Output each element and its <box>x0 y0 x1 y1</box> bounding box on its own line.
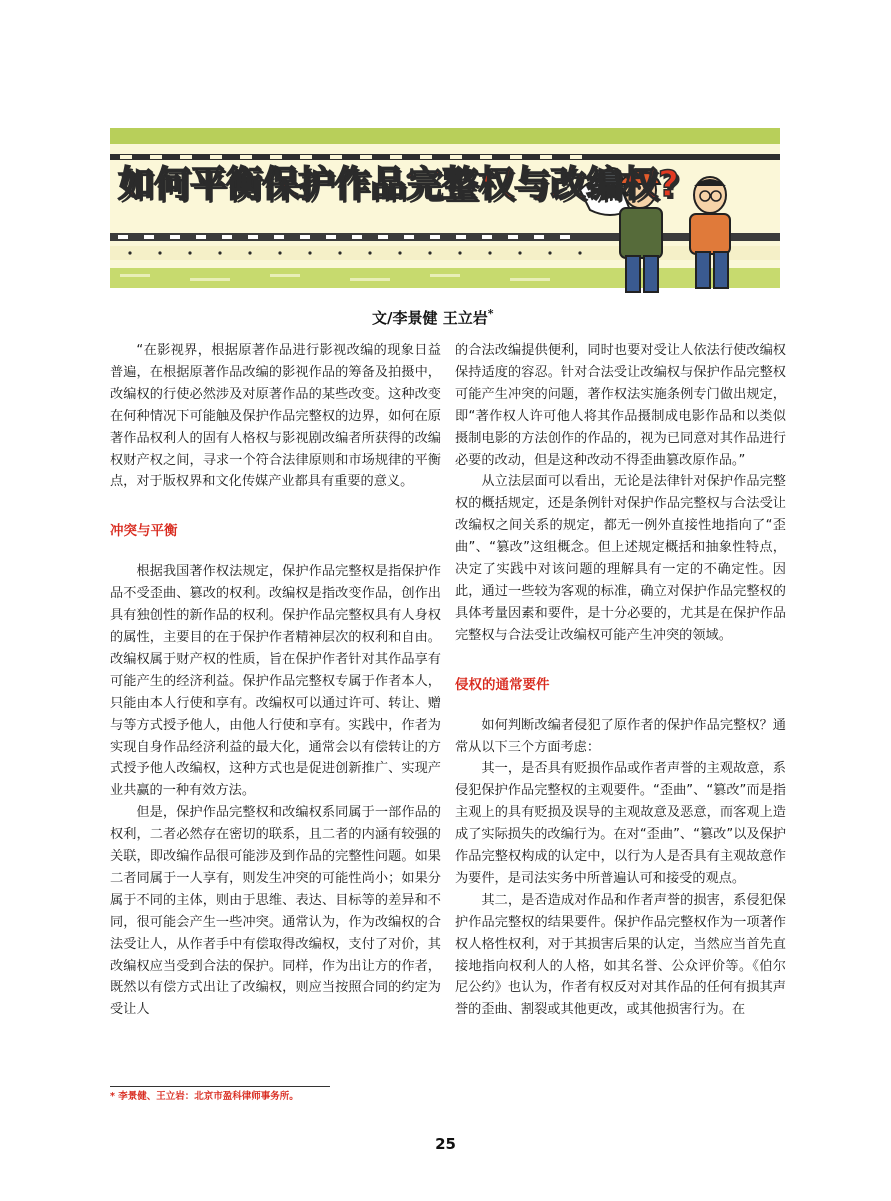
body-paragraph: 从立法层面可以看出，无论是法律针对保护作品完整权的概括规定，还是条例针对保护作品完整权与合法受让改编权之间关系的规定，都无一例外直接性地指向了“歪曲”、“篡改”这组概念。但上述规定概括和抽象性特点，决定了实践中对该问题的理解具有一定的不确定性。因此，通过一些较为客观的标准，确立对保护作品完整权的具体考量因素和要件，是十分必要的，尤其是在保护作品完整权与合法受让改编权可能产生冲突的领域。 <box>455 474 786 643</box>
page-number: 25 <box>435 1135 456 1153</box>
left-column <box>110 340 441 1021</box>
body-paragraph: 如何判断改编者侵犯了原作者的保护作品完整权？通常从以下三个方面考虑： <box>455 717 786 755</box>
intro-paragraph: “在影视界，根据原著作品进行影视改编的现象日益普遍，在根据原著作品改编的影视作品的筹备及拍摄中，改编权的行使必然涉及对原著作品的某些改变。这种改变在何种情况下可能触及保护作品完整权的边界，如何在原著作品权利人的固有人格权与影视剧改编者所获得的改编权财产权之间，寻求一个符合法律原则和市场规律的平衡点，对于版权界和文化传媒产业都具有重要的意义。 <box>110 343 441 490</box>
byline-authors: 文/李景健 王立岩 <box>372 309 488 327</box>
section-heading-infringement: 侵权的通常要件 <box>455 676 550 693</box>
body-paragraph: 但是，保护作品完整权和改编权系同属于一部作品的权利，二者必然存在密切的联系，且二者的内涵有较强的关联，即改编作品很可能涉及到作品的完整性问题。如果二者同属于一人享有，则发生冲突的可能性尚小；如果分属于不同的主体，则由于思维、表达、目标等的差异和不同，很可能会产生一些冲突。通常认为，作为改编权的合法受让人，从作者手中有偿取得改编权，支付了对价，其改编权应当受到合法的保护。同样，作为出让方的作者，既然以有偿方式出让了改编权，则应当按照合同的约定为受让人 <box>110 805 441 1018</box>
footnote-divider <box>110 1086 330 1087</box>
byline-footnote-mark: * <box>487 307 494 320</box>
byline <box>372 307 493 328</box>
body-paragraph: 根据我国著作权法规定，保护作品完整权是指保护作品不受歪曲、篡改的权利。改编权是指改变作品，创作出具有独创性的新作品的权利。保护作品完整权具有人身权的属性，主要目的在于保护作者精神层次的权利和自由。改编权属于财产权的性质，旨在保护作者针对其作品享有可能产生的经济利益。保护作品完整权专属于作者本人，只能由本人行使和享有。改编权可以通过许可、转让、赠与等方式授予他人，由他人行使和享有。实践中，作者为实现自身作品经济利益的最大化，通常会以有偿转让的方式授予他人改编权，这种方式也是促进创新推广、实现产业共赢的一种有效方法。 <box>110 564 441 799</box>
right-column <box>455 340 786 1021</box>
body-paragraph: 其一，是否具有贬损作品或作者声誉的主观故意，系侵犯保护作品完整权的主观要件。“歪曲”、“篡改”而是指主观上的具有贬损及误导的主观故意及恶意，而客观上造成了实际损失的改编行为。在对“歪曲”、“篡改”以及保护作品完整权构成的认定中，以行为人是否具有主观故意作为要件，是司法实务中所普遍认可和接受的观点。 <box>455 761 786 886</box>
section-heading-conflict: 冲突与平衡 <box>110 523 178 540</box>
body-paragraph: 其二，是否造成对作品和作者声誉的损害，系侵犯保护作品完整权的结果要件。保护作品完整权作为一项著作权人格性权利，对于其损害后果的认定，当然应当首先直接地指向权利人的人格，如其名誉、公众评价等。《伯尔尼公约》也认为，作者有权反对对其作品的任何有损其声誉的歪曲、割裂或其他更改，或其他损害行为。在 <box>455 892 786 1018</box>
article-title: 如何平衡保护作品完整权与改编权? <box>118 164 679 205</box>
author-footnote: * 李景健、王立岩：北京市盈科律师事务所。 <box>110 1091 299 1102</box>
body-paragraph: 的合法改编提供便利，同时也要对受让人依法行使改编权保持适度的容忍。针对合法受让改编权与保护作品完整权可能产生冲突的问题，著作权法实施条例专门做出规定，即“著作权人许可他人将其作品摄制成电影作品和以类似摄制电影的方法创作的作品的，视为已同意对其作品进行必要的改动，但是这种改动不得歪曲篡改原作品。” <box>455 343 786 468</box>
